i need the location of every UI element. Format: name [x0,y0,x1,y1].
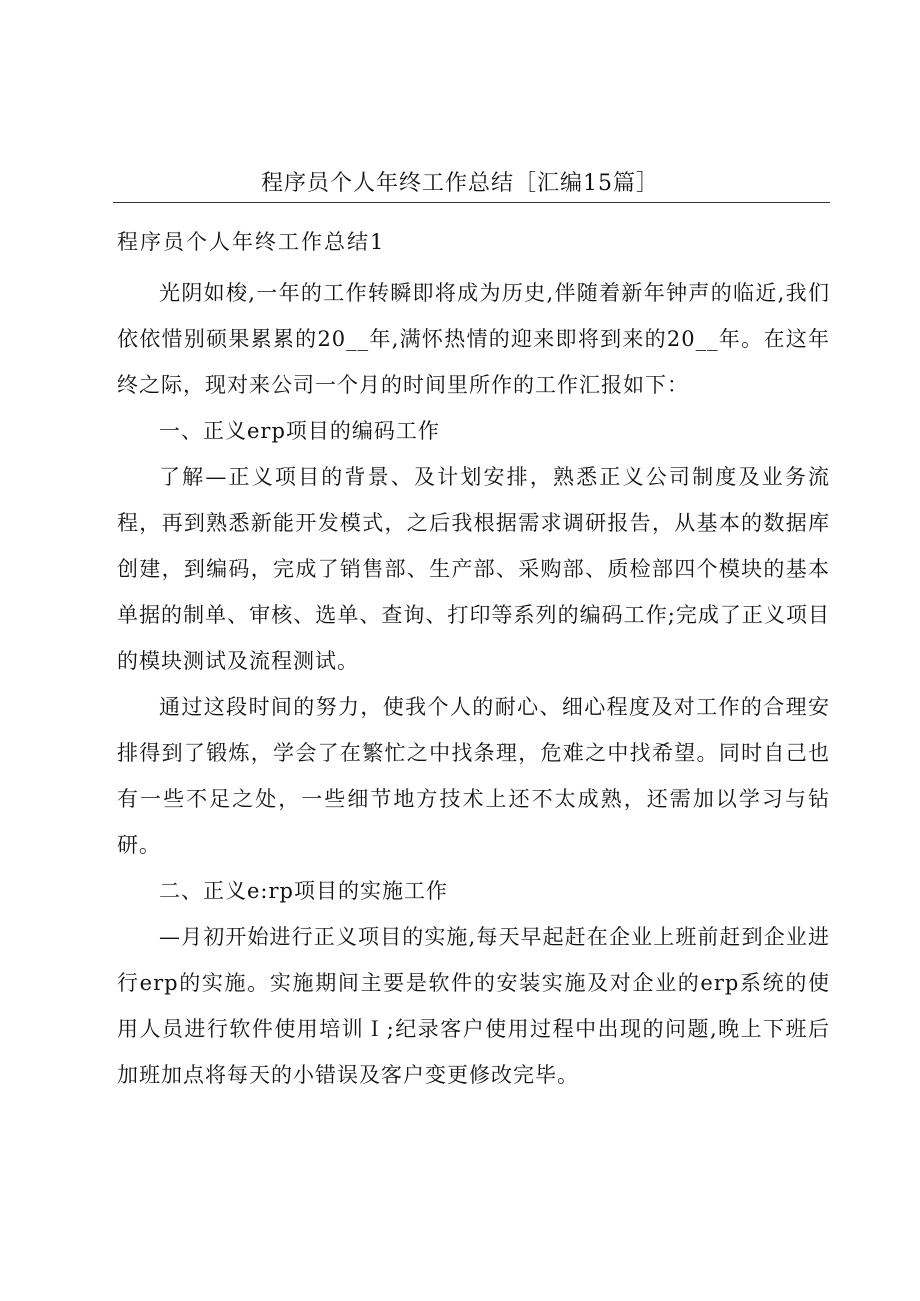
subheading-implementation-work: 二、正义e:rp项目的实施工作 [159,879,448,903]
document-title: 程序员个人年终工作总结［汇编15篇］ [261,171,659,196]
paragraph-coding-work: 了解—正义项目的背景、及计划安排，熟悉正义公司制度及业务流程，再到熟悉新能开发模式，之后我根据需求调研报告，从基本的数据库创建，到编码，完成了销售部、生产部、采购部、质检部四个模块的基本单据的制单、审核、选单、查询、打印等系列的编码工作;完成了正义项目的模块测试及流程测试。 [117,465,830,673]
subheading-coding-work: 一、正义erp项目的编码工作 [159,419,440,443]
paragraph-implementation-work: —月初开始进行正义项目的实施,每天早起赶在企业上班前赶到企业进行erp的实施。实施期间主要是软件的安装实施及对企业的erp系统的使用人员进行软件使用培训Ｉ;纪录客户使用过程中出现的问题,晚上下班后加班加点将每天的小错误及客户变更修改完毕。 [117,925,830,1087]
paragraph-reflection: 通过这段时间的努力，使我个人的耐心、细心程度及对工作的合理安排得到了锻炼，学会了在繁忙之中找条理，危难之中找希望。同时自己也有一些不足之处，一些细节地方技术上还不太成熟，还需加以学习与钻研。 [117,695,830,857]
body-text [117,270,830,1098]
section-heading: 程序员个人年终工作总结1 [117,230,386,254]
title-underline [113,202,830,203]
paragraph-intro: 光阴如梭,一年的工作转瞬即将成为历史,伴随着新年钟声的临近,我们依依惜别硕果累累的20__年,满怀热情的迎来即将到来的20__年。在这年终之际，现对来公司一个月的时间里所作的工作汇报如下： [117,281,830,397]
